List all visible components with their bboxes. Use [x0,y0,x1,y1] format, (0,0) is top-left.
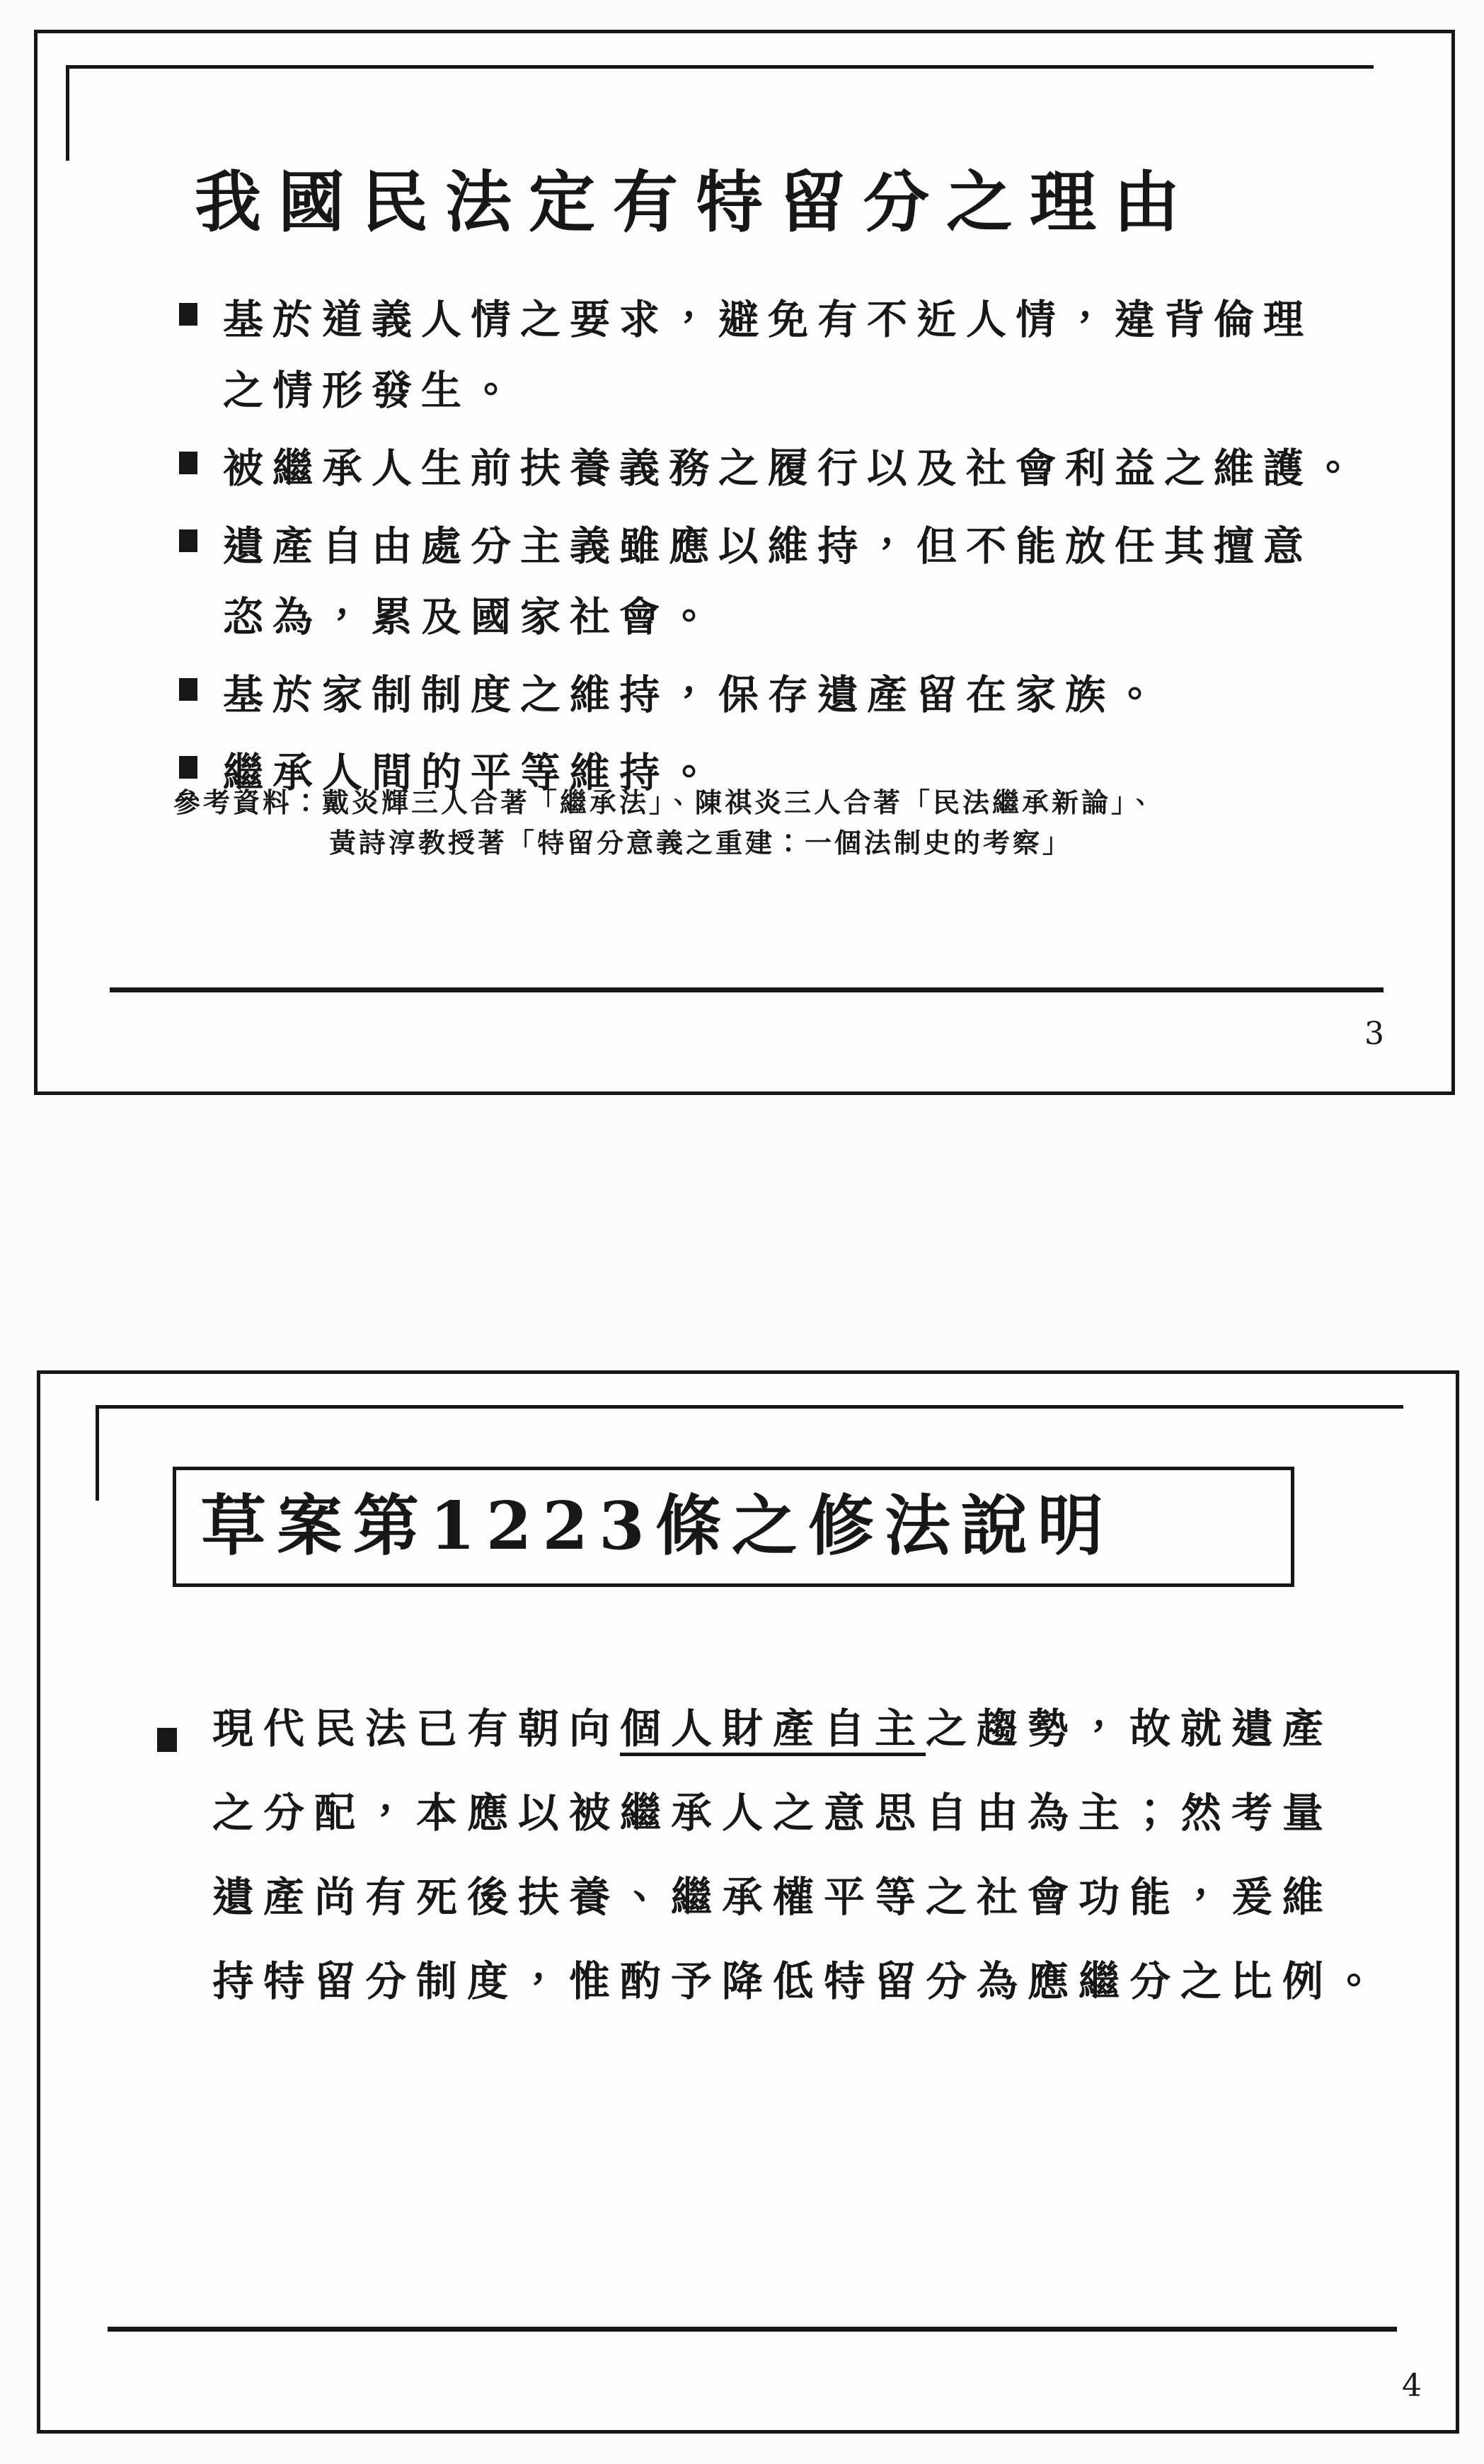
bullet-line: 之分配，本應以被繼承人之意思自由為主；然考量 [212,1789,1334,1837]
slide-title: 我國民法定有特留分之理由 [195,164,1197,241]
bullet-item [223,511,1362,653]
bullet-square-icon [179,529,197,552]
reference-line: 參考資料：戴炎輝三人合著「繼承法」、陳祺炎三人合著「民法繼承新論」、 [173,786,1158,818]
bullet-line: 基於道義人情之要求，避免有不近人情，違背倫理 [223,296,1313,343]
bullet-item [223,433,1362,504]
inner-frame-horizontal-line [96,1405,1403,1409]
bullet-square-icon [179,756,197,779]
underlined-text-segment: 個人財產自主 [620,1704,926,1753]
bullet-square-icon [179,678,197,701]
bullet-list [223,285,1362,815]
page-number: 4 [1402,2368,1422,2404]
bullet-item [223,285,1362,426]
inner-frame-vertical-line [96,1405,99,1501]
bullet-line: 持特留分制度，惟酌予降低特留分為應繼分之比例。 [212,1957,1385,2005]
bullet-line: 恣為，累及國家社會。 [223,593,718,641]
bullet-line: 基於家制制度之維持，保存遺產留在家族。 [223,671,1164,718]
bullet-square-icon [179,303,197,326]
slide-title: 草案第1223條之修法說明 [200,1487,1114,1564]
bullet-text-segment: 現代民法已有朝向 [212,1704,621,1753]
bullet-line: 被繼承人生前扶養義務之履行以及社會利益之維護。 [223,445,1362,492]
bullet-square-icon [157,1728,177,1752]
inner-frame-horizontal-line [66,65,1374,69]
bullet-square-icon [179,452,197,474]
bullet-line: 遺產尚有死後扶養、繼承權平等之社會功能，爰維 [212,1873,1334,1921]
bullet-item [212,1687,1384,2024]
page-number: 3 [1364,1016,1384,1052]
bullet-line: 之情形發生。 [223,367,520,414]
reference-note [173,782,1157,863]
inner-frame-vertical-line [66,65,69,161]
bullet-text-segment: 之趨勢，故就遺產 [926,1704,1334,1753]
reference-line: 黃詩淳教授著「特留分意義之重建：一個法制史的考察」 [329,827,1073,859]
slide-title-box [173,1467,1294,1587]
bullet-item [223,660,1362,730]
bullet-line: 繼承人間的平等維持。 [223,749,718,796]
footer-divider [108,2327,1397,2332]
bullet-line: 遺產自由處分主義雖應以維持，但不能放任其擅意 [223,522,1313,570]
slide-3 [34,30,1455,1095]
footer-divider [110,987,1384,992]
bullet-line [212,1687,1384,1771]
slide-4 [37,1370,1459,2434]
